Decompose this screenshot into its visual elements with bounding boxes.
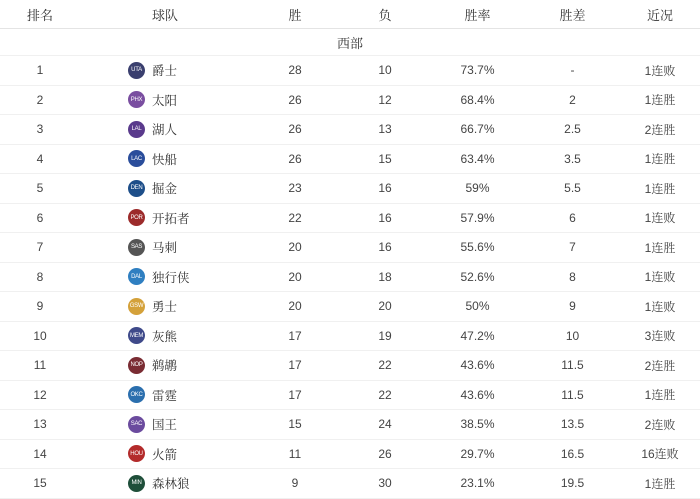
team-name-label: 太阳: [152, 93, 178, 108]
table-row[interactable]: [0, 351, 700, 381]
column-header-loss: 负: [340, 0, 430, 29]
cell-recent: 1连败: [620, 292, 700, 322]
cell-win: 11: [250, 439, 340, 469]
cell-gb: 3.5: [525, 144, 620, 174]
team-name-label: 国王: [152, 418, 178, 433]
cell-loss: 16: [340, 174, 430, 204]
cell-win: 15: [250, 410, 340, 440]
cell-win: 17: [250, 321, 340, 351]
cell-win: 26: [250, 115, 340, 145]
column-header-gb: 胜差: [525, 0, 620, 29]
table-row[interactable]: [0, 203, 700, 233]
cell-team[interactable]: [80, 203, 250, 233]
team-name-label: 勇士: [152, 300, 178, 315]
table-body: [0, 29, 700, 499]
cell-gb: 16.5: [525, 439, 620, 469]
cell-loss: 12: [340, 85, 430, 115]
table-row[interactable]: [0, 469, 700, 499]
table-row[interactable]: [0, 292, 700, 322]
cell-gb: 7: [525, 233, 620, 263]
team-logo-icon: MIN: [128, 475, 145, 492]
cell-team[interactable]: [80, 56, 250, 86]
table-row[interactable]: [0, 233, 700, 263]
cell-team[interactable]: [80, 469, 250, 499]
cell-pct: 23.1%: [430, 469, 525, 499]
cell-loss: 20: [340, 292, 430, 322]
team-logo-icon: SAC: [128, 416, 145, 433]
cell-win: 28: [250, 56, 340, 86]
cell-win: 20: [250, 292, 340, 322]
table-row[interactable]: [0, 439, 700, 469]
cell-recent: 1连败: [620, 56, 700, 86]
cell-loss: 10: [340, 56, 430, 86]
team-logo-icon: DEN: [128, 180, 145, 197]
team-logo-icon: PHX: [128, 91, 145, 108]
cell-pct: 43.6%: [430, 351, 525, 381]
cell-rank: 11: [0, 351, 80, 381]
team-name-label: 湖人: [152, 123, 178, 138]
cell-win: 26: [250, 85, 340, 115]
cell-team[interactable]: [80, 380, 250, 410]
table-row[interactable]: [0, 380, 700, 410]
table-row[interactable]: [0, 321, 700, 351]
cell-rank: 2: [0, 85, 80, 115]
cell-recent: 16连败: [620, 439, 700, 469]
cell-rank: 13: [0, 410, 80, 440]
table-row[interactable]: [0, 56, 700, 86]
cell-gb: 11.5: [525, 351, 620, 381]
team-logo-icon: GSW: [128, 298, 145, 315]
team-logo-icon: HOU: [128, 445, 145, 462]
conference-label: 西部: [0, 29, 700, 56]
cell-pct: 59%: [430, 174, 525, 204]
cell-gb: 10: [525, 321, 620, 351]
cell-loss: 22: [340, 380, 430, 410]
team-logo-icon: POR: [128, 209, 145, 226]
team-name-label: 火箭: [152, 447, 178, 462]
column-header-recent: 近况: [620, 0, 700, 29]
cell-recent: 2连败: [620, 410, 700, 440]
cell-loss: 24: [340, 410, 430, 440]
cell-pct: 66.7%: [430, 115, 525, 145]
cell-recent: 3连败: [620, 321, 700, 351]
cell-gb: 2: [525, 85, 620, 115]
team-name-label: 掘金: [152, 182, 178, 197]
team-logo-icon: DAL: [128, 268, 145, 285]
column-header-team: 球队: [80, 0, 250, 29]
team-name-label: 独行侠: [152, 270, 190, 285]
cell-loss: 16: [340, 233, 430, 263]
cell-rank: 14: [0, 439, 80, 469]
cell-gb: 2.5: [525, 115, 620, 145]
team-logo-icon: SAS: [128, 239, 145, 256]
cell-win: 17: [250, 351, 340, 381]
cell-team[interactable]: [80, 144, 250, 174]
cell-loss: 16: [340, 203, 430, 233]
cell-pct: 68.4%: [430, 85, 525, 115]
cell-pct: 73.7%: [430, 56, 525, 86]
team-name-label: 鹈鹕: [152, 359, 178, 374]
team-name-label: 马刺: [152, 241, 178, 256]
team-logo-icon: MEM: [128, 327, 145, 344]
cell-win: 9: [250, 469, 340, 499]
team-logo-icon: OKC: [128, 386, 145, 403]
cell-gb: -: [525, 56, 620, 86]
cell-pct: 43.6%: [430, 380, 525, 410]
cell-gb: 8: [525, 262, 620, 292]
cell-gb: 13.5: [525, 410, 620, 440]
cell-win: 26: [250, 144, 340, 174]
cell-pct: 52.6%: [430, 262, 525, 292]
cell-pct: 57.9%: [430, 203, 525, 233]
cell-recent: 1连胜: [620, 380, 700, 410]
cell-rank: 15: [0, 469, 80, 499]
cell-recent: 1连败: [620, 262, 700, 292]
team-logo-icon: NOP: [128, 357, 145, 374]
cell-loss: 13: [340, 115, 430, 145]
team-logo-icon: UTA: [128, 62, 145, 79]
cell-recent: 1连胜: [620, 469, 700, 499]
cell-pct: 38.5%: [430, 410, 525, 440]
team-logo-icon: LAL: [128, 121, 145, 138]
cell-pct: 29.7%: [430, 439, 525, 469]
cell-gb: 5.5: [525, 174, 620, 204]
cell-rank: 6: [0, 203, 80, 233]
conference-section-row: [0, 29, 700, 56]
cell-loss: 15: [340, 144, 430, 174]
table-row[interactable]: [0, 174, 700, 204]
cell-team[interactable]: [80, 262, 250, 292]
cell-gb: 6: [525, 203, 620, 233]
cell-pct: 55.6%: [430, 233, 525, 263]
team-name-label: 森林狼: [152, 477, 190, 492]
cell-gb: 19.5: [525, 469, 620, 499]
team-logo-icon: LAC: [128, 150, 145, 167]
cell-rank: 10: [0, 321, 80, 351]
cell-rank: 1: [0, 56, 80, 86]
cell-rank: 9: [0, 292, 80, 322]
team-name-label: 快船: [152, 152, 178, 167]
cell-pct: 63.4%: [430, 144, 525, 174]
team-name-label: 开拓者: [152, 211, 190, 226]
cell-loss: 19: [340, 321, 430, 351]
cell-win: 20: [250, 262, 340, 292]
team-name-label: 灰熊: [152, 329, 178, 344]
cell-loss: 22: [340, 351, 430, 381]
team-name-label: 爵士: [152, 64, 178, 79]
team-name-label: 雷霆: [152, 388, 178, 403]
cell-gb: 11.5: [525, 380, 620, 410]
cell-team[interactable]: [80, 410, 250, 440]
table-row[interactable]: [0, 85, 700, 115]
cell-gb: 9: [525, 292, 620, 322]
cell-pct: 50%: [430, 292, 525, 322]
cell-team[interactable]: [80, 321, 250, 351]
cell-rank: 8: [0, 262, 80, 292]
cell-loss: 18: [340, 262, 430, 292]
cell-rank: 12: [0, 380, 80, 410]
cell-team[interactable]: [80, 292, 250, 322]
cell-loss: 30: [340, 469, 430, 499]
column-header-win: 胜: [250, 0, 340, 29]
cell-team[interactable]: [80, 85, 250, 115]
table-header-row: [0, 0, 700, 29]
cell-recent: 1连胜: [620, 144, 700, 174]
cell-win: 23: [250, 174, 340, 204]
cell-rank: 3: [0, 115, 80, 145]
cell-recent: 1连败: [620, 203, 700, 233]
cell-recent: 2连胜: [620, 351, 700, 381]
cell-team[interactable]: [80, 115, 250, 145]
cell-rank: 7: [0, 233, 80, 263]
table-row[interactable]: [0, 115, 700, 145]
cell-recent: 2连胜: [620, 115, 700, 145]
cell-team[interactable]: [80, 439, 250, 469]
cell-team[interactable]: [80, 174, 250, 204]
column-header-rank: 排名: [0, 0, 80, 29]
table-row[interactable]: [0, 262, 700, 292]
cell-team[interactable]: [80, 233, 250, 263]
cell-rank: 4: [0, 144, 80, 174]
cell-recent: 1连胜: [620, 85, 700, 115]
table-row[interactable]: [0, 144, 700, 174]
cell-win: 20: [250, 233, 340, 263]
cell-pct: 47.2%: [430, 321, 525, 351]
cell-loss: 26: [340, 439, 430, 469]
table-row[interactable]: [0, 410, 700, 440]
column-header-pct: 胜率: [430, 0, 525, 29]
cell-win: 17: [250, 380, 340, 410]
cell-rank: 5: [0, 174, 80, 204]
cell-recent: 1连胜: [620, 174, 700, 204]
cell-team[interactable]: [80, 351, 250, 381]
cell-win: 22: [250, 203, 340, 233]
cell-recent: 1连胜: [620, 233, 700, 263]
